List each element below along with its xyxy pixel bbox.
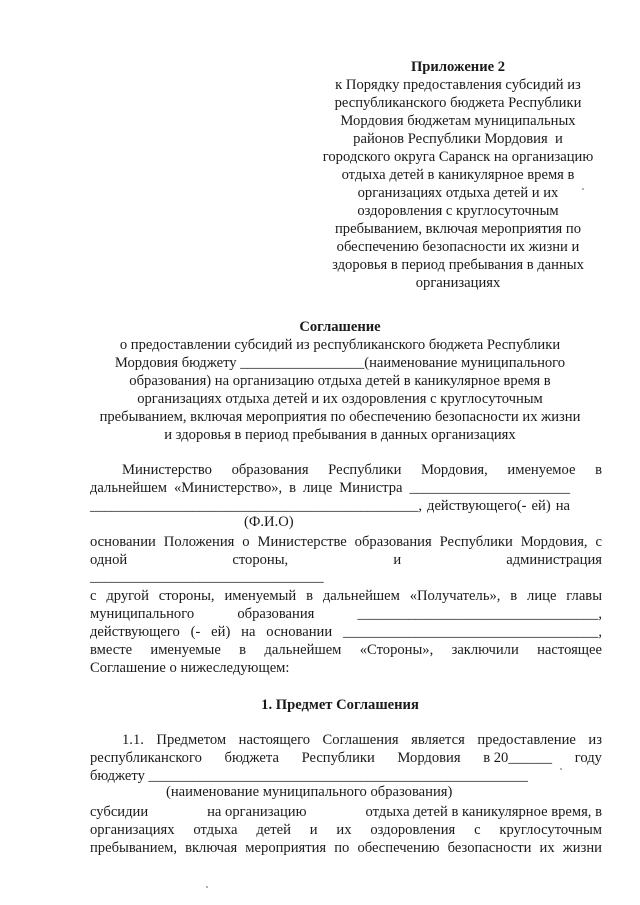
appendix-line: Мордовия бюджетам муниципальных bbox=[340, 113, 576, 129]
agreement-subtitle-line: образования) на организацию отдыха детей в каникулярное время в bbox=[129, 373, 551, 389]
word: и bbox=[393, 552, 402, 568]
scan-speck bbox=[560, 768, 562, 770]
appendix-line: организациях отдыха детей и их bbox=[357, 185, 559, 201]
preamble-line bbox=[90, 605, 602, 623]
word: в 20______ bbox=[483, 750, 553, 766]
section-line: организациях отдыха детей и их оздоровления с круглосуточным bbox=[90, 822, 602, 838]
section-line: бюджету ____________________________________________________ bbox=[90, 768, 528, 784]
appendix-line: организациях bbox=[415, 275, 501, 291]
appendix-line: республиканского бюджета Республики bbox=[334, 95, 582, 111]
word: одной bbox=[90, 552, 128, 568]
word: стороны, bbox=[232, 552, 289, 568]
agreement-title: Соглашение bbox=[299, 319, 381, 335]
section-line: 1.1. Предметом настоящего Соглашения является предоставление из bbox=[122, 732, 602, 748]
word: году bbox=[574, 750, 602, 766]
preamble-line: дальнейшем «Министерство», в лице Министра ______________________ bbox=[90, 480, 570, 496]
word: республиканского bbox=[90, 750, 202, 766]
section-line bbox=[90, 749, 602, 767]
admin-blank-line: ________________________________ bbox=[90, 569, 324, 585]
municipality-caption: (наименование муниципального образования) bbox=[166, 784, 453, 800]
word: муниципального bbox=[90, 606, 195, 622]
word: бюджета bbox=[224, 750, 279, 766]
scan-speck bbox=[582, 188, 584, 190]
appendix-line: пребыванием, включая мероприятия по bbox=[335, 221, 581, 237]
fio-caption: (Ф.И.О) bbox=[244, 514, 294, 530]
preamble-line: основании Положения о Министерстве образования Республики Мордовия, с bbox=[90, 534, 602, 550]
preamble-line: с другой стороны, именуемый в дальнейшем «Получатель», в лице главы bbox=[90, 588, 602, 604]
word: субсидии bbox=[90, 804, 149, 820]
word: на организацию bbox=[207, 804, 307, 820]
preamble-line: действующего (- ей) на основании ___________________________________, bbox=[90, 624, 602, 640]
agreement-subtitle-line: о предоставлении субсидий из республиканского бюджета Республики bbox=[119, 337, 561, 353]
agreement-subtitle-line: организациях отдыха детей и их оздоровления с круглосуточным bbox=[137, 391, 543, 407]
appendix-line: здоровья в период пребывания в данных bbox=[332, 257, 584, 273]
agreement-subtitle-line: и здоровья в период пребывания в данных организациях bbox=[164, 427, 516, 443]
word: Мордовия bbox=[397, 750, 461, 766]
preamble-line: вместе именуемые в дальнейшем «Стороны», заключили настоящее bbox=[90, 642, 602, 658]
word: администрация bbox=[506, 552, 602, 568]
scan-speck bbox=[206, 886, 208, 888]
appendix-line: отдыха детей в каникулярное время в bbox=[341, 167, 575, 183]
word: отдыха детей в каникулярное время, в bbox=[365, 804, 602, 820]
preamble-line: Соглашение о нижеследующем: bbox=[90, 660, 290, 676]
appendix-line: оздоровления с круглосуточным bbox=[357, 203, 559, 219]
section-heading: 1. Предмет Соглашения bbox=[261, 697, 419, 713]
preamble-line: _____________________________________________, действующего(- ей) на bbox=[90, 498, 570, 514]
appendix-line: районов Республики Мордовия и bbox=[353, 131, 563, 147]
preamble-line: Министерство образования Республики Мордовия, именуемое в bbox=[122, 462, 602, 478]
appendix-line: городского округа Саранск на организацию bbox=[322, 149, 594, 165]
appendix-line: к Порядку предоставления субсидий из bbox=[335, 77, 581, 93]
preamble-line bbox=[90, 551, 602, 569]
agreement-subtitle-line: пребыванием, включая мероприятия по обеспечению безопасности их жизни bbox=[99, 409, 581, 425]
appendix-line: обеспечению безопасности их жизни и bbox=[336, 239, 580, 255]
agreement-subtitle-line: Мордовия бюджету _________________(наименование муниципального bbox=[114, 355, 566, 371]
section-line: пребыванием, включая мероприятия по обеспечению безопасности их жизни bbox=[90, 840, 602, 856]
appendix-title: Приложение 2 bbox=[410, 59, 506, 75]
word: Республики bbox=[301, 750, 375, 766]
word: образования bbox=[237, 606, 315, 622]
section-line bbox=[90, 803, 602, 821]
word: _________________________________, bbox=[357, 606, 602, 622]
